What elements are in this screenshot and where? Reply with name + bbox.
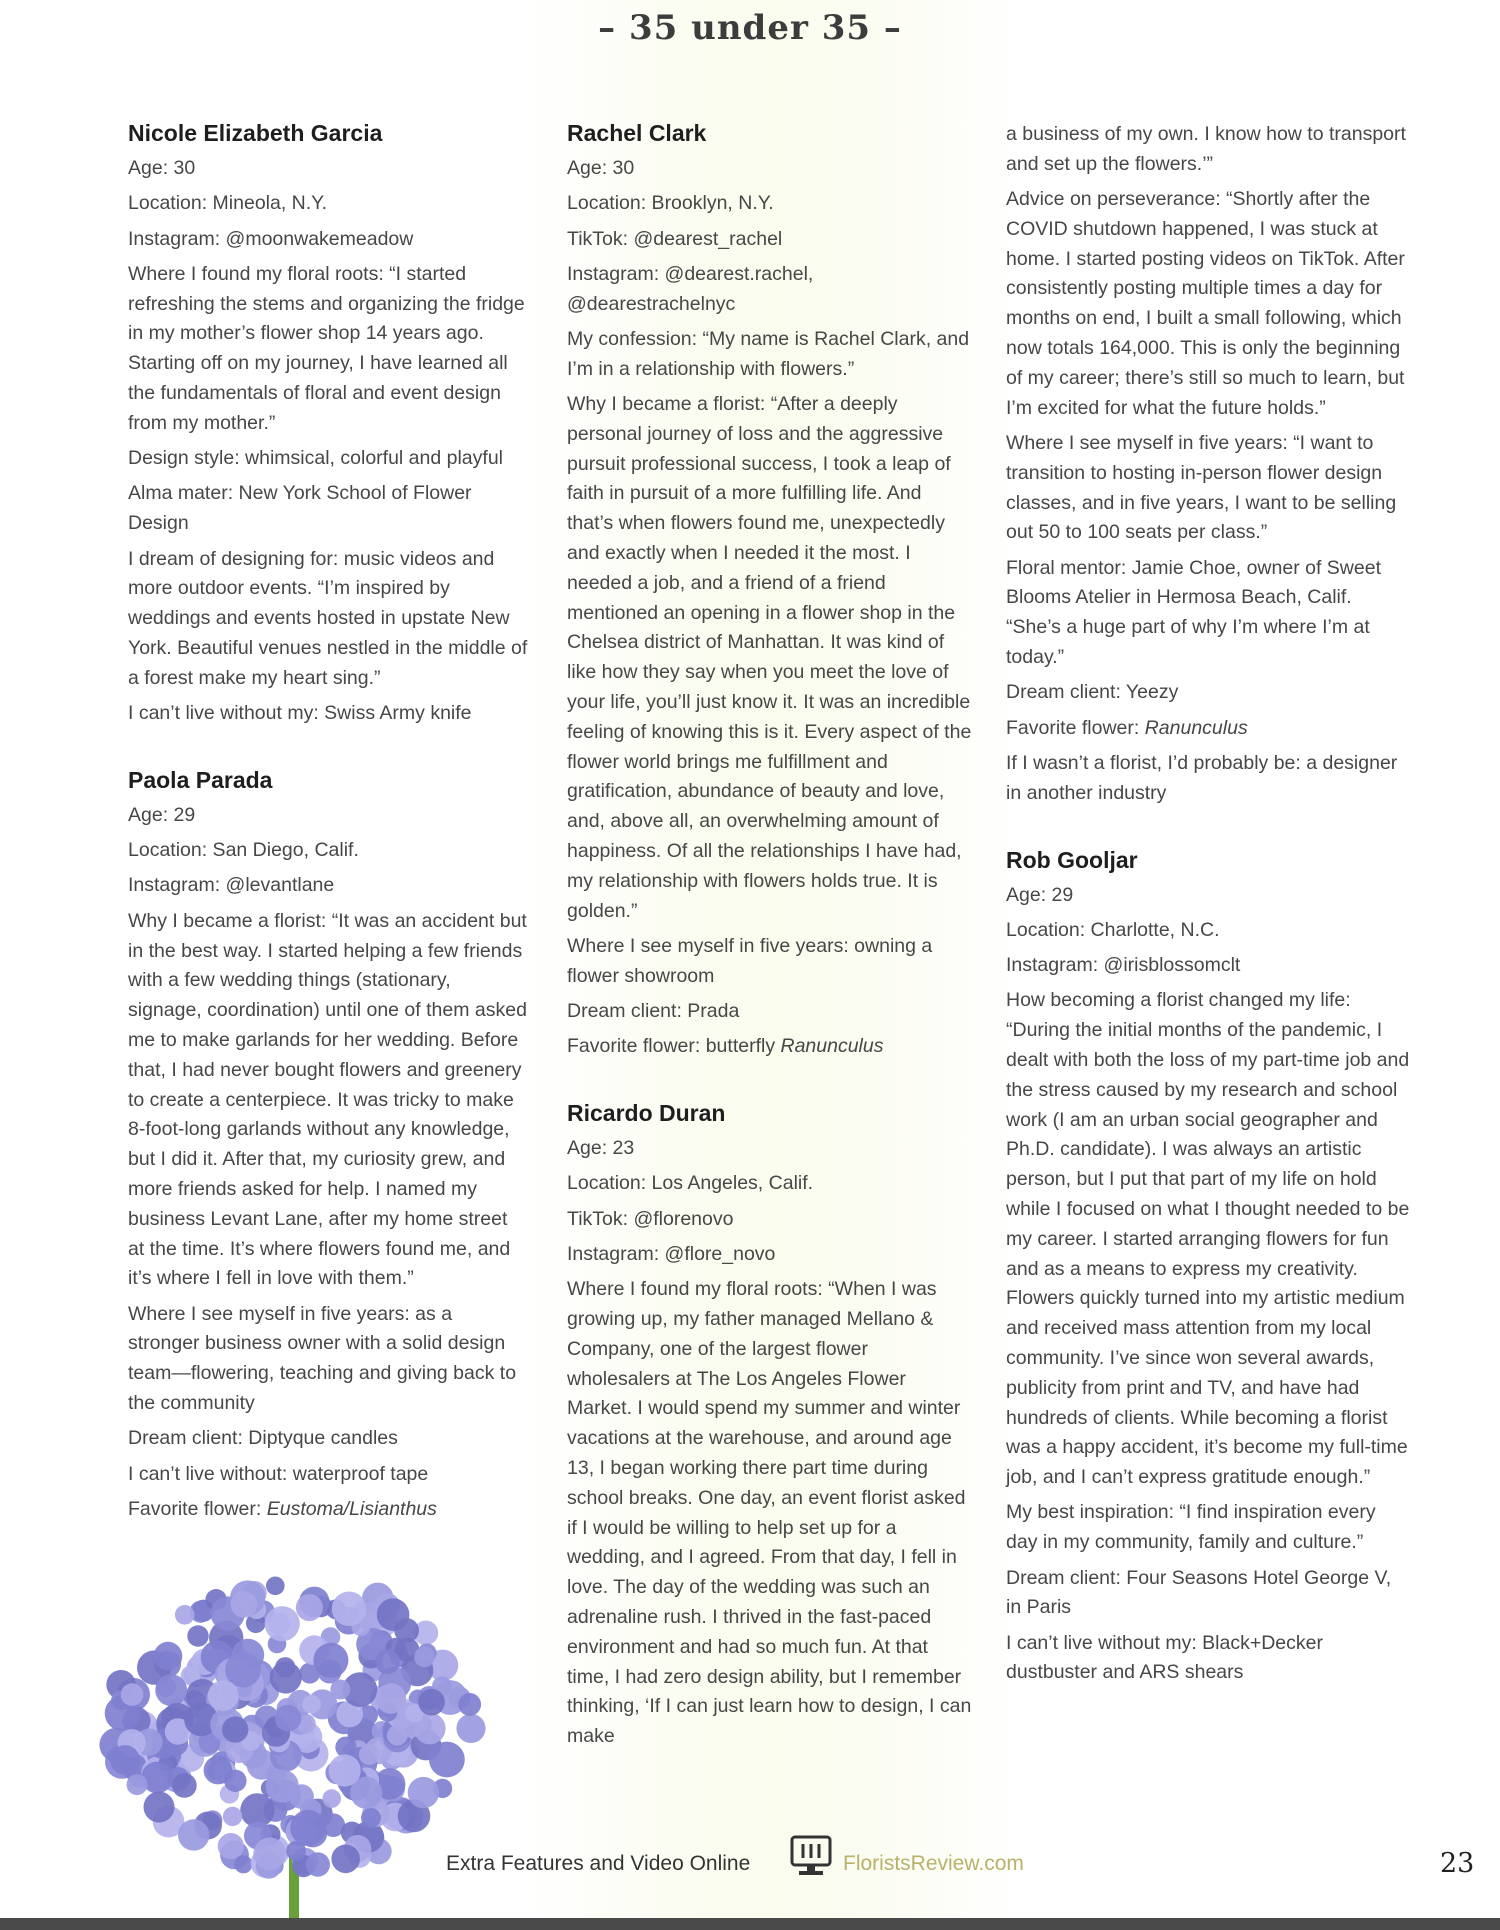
profile-instagram: Instagram: @flore_novo — [567, 1243, 776, 1265]
hydrangea-petal — [313, 1643, 348, 1678]
profile-confession: My confession: “My name is Rachel Clark, and I’m in a relationship with flowers.” — [567, 327, 970, 380]
profile-instagram: Instagram: @levantlane — [128, 874, 335, 897]
column-middle — [567, 118, 972, 1788]
profile-location: Location: Charlotte, N.C. — [1006, 918, 1220, 941]
computer-monitor-icon — [788, 1834, 834, 1878]
hydrangea-petal — [253, 1838, 286, 1871]
hydrangea-petal — [154, 1642, 183, 1671]
profile-dream-client: Dream client: Yeezy — [1006, 681, 1179, 704]
hydrangea-petal — [377, 1598, 410, 1631]
profile-ricardo-duran — [567, 1098, 972, 1752]
profile-five-years: Where I see myself in five years: as a stronger business owner with a solid design team—flowering, teaching and giving back to the community — [128, 1302, 517, 1414]
hydrangea-petal — [265, 1606, 300, 1641]
profile-name: Nicole Elizabeth Garcia — [128, 120, 383, 146]
column-left — [128, 118, 528, 1561]
profile-five-years: Where I see myself in five years: owning a flower showroom — [567, 934, 933, 987]
profile-ricardo-duran-continued — [1006, 120, 1411, 809]
favorite-flower-value: Ranunculus — [780, 1035, 884, 1058]
hydrangea-petal — [234, 1855, 252, 1873]
hydrangea-petal — [231, 1591, 258, 1618]
profile-instagram: Instagram: @irisblossomclt — [1006, 954, 1241, 977]
hydrangea-petal — [306, 1852, 330, 1876]
profile-why-florist: Why I became a florist: “It was an accident but in the best way. I started helping a few friends with a few wedding things (stationary, signage, coordination) until one of them asked me to make garlands for her wedding. Before that, I had never bought flowers and greenery to create a centerpiece. It was tricky to make 8-foot-long garlands without any knowledge, but I did it. After that, my curiosity grew, and more friends asked for help. I named my business Levant Lane, after my home street at the time. It’s where flowers found me, and it’s where I fell in love with them.” — [128, 909, 527, 1290]
hydrangea-petal — [302, 1695, 321, 1714]
hydrangea-petal — [414, 1647, 435, 1668]
hydrangea-petal — [387, 1725, 408, 1746]
profile-location: Location: San Diego, Calif. — [128, 839, 359, 862]
hydrangea-petal — [175, 1605, 195, 1625]
profile-cant-live-without: I can’t live without: waterproof tape — [128, 1462, 429, 1485]
favorite-flower-value: Ranunculus — [1144, 716, 1248, 739]
profile-dream-client: Dream client: Four Seasons Hotel George V, in Paris — [1006, 1566, 1392, 1619]
hydrangea-petal — [208, 1680, 239, 1711]
hydrangea-petal — [418, 1689, 445, 1716]
profile-floral-mentor: Floral mentor: Jamie Choe, owner of Sweet Blooms Atelier in Hermosa Beach, Calif. “She’s a huge part of why I’m where I’m at today.” — [1006, 556, 1381, 669]
favorite-flower-label: Favorite flower: — [128, 1497, 267, 1520]
hydrangea-petal — [127, 1774, 148, 1795]
profile-life-change: How becoming a florist changed my life: “During the initial months of the pandemic, I dealt with both the loss of my part-time job and the stress caused by my research and school work (I am an urban social geographer and Ph.D. candidate). I was always an artistic person, but I put that part of my life on hold while I focused on what I thought needed to be my career. I started arranging flowers for fun and as a means to express my creativity. Flowers quickly turned into my artistic medium and received mass attention from my local community. I’ve since won several awards, publicity from print and TV, and have had hundreds of clients. While becoming a florist was a happy accident, it’s become my full-time job, and I can’t express gratitude enough.” — [1006, 989, 1410, 1489]
hydrangea-petal — [270, 1662, 302, 1694]
hydrangea-petal — [408, 1777, 439, 1808]
favorite-flower-label: Favorite flower: butterfly — [567, 1035, 781, 1058]
profile-five-years: Where I see myself in five years: “I want to transition to hosting in-person flower design classes, and in five years, I want to be selling out 50 to 100 seats per class.” — [1006, 431, 1397, 544]
hydrangea-petal — [222, 1716, 248, 1742]
profile-tiktok: TikTok: @florenovo — [567, 1207, 734, 1230]
hydrangea-petal — [121, 1683, 144, 1706]
hydrangea-petal — [429, 1742, 465, 1778]
profile-advice: Advice on perseverance: “Shortly after the COVID shutdown happened, I was stuck at home. I started posting videos on TikTok. After consistently posting multiple times a day for months on end, I built a small following, which now totals 164,000. This is only the beginning of my career; there’s still so much to learn, but I’m excited for what the future holds.” — [1006, 188, 1405, 419]
profile-instagram: Instagram: @moonwakemeadow — [128, 227, 414, 250]
profile-favorite-flower — [1006, 714, 1411, 744]
profile-favorite-flower — [567, 1032, 972, 1062]
hydrangea-petal — [187, 1625, 208, 1646]
hydrangea-petal — [218, 1833, 244, 1859]
hydrangea-petal — [204, 1756, 233, 1785]
profile-tiktok: TikTok: @dearest_rachel — [567, 227, 783, 250]
profile-if-not-florist: If I wasn’t a florist, I’d probably be: a designer in another industry — [1006, 751, 1398, 804]
profile-name: Rob Gooljar — [1006, 846, 1138, 873]
profile-age: Age: 30 — [128, 157, 196, 179]
profile-age: Age: 30 — [567, 157, 635, 179]
hydrangea-petal — [223, 1807, 242, 1826]
hydrangea-petal — [331, 1845, 360, 1874]
hydrangea-petal — [375, 1650, 400, 1675]
profile-dream-design: I dream of designing for: music videos and more outdoor events. “I’m inspired by weddings and events hosted in upstate New York. Beautiful venues nestled in the middle of a forest make my heart sing.” — [128, 547, 528, 689]
hydrangea-petal — [458, 1693, 481, 1716]
profile-dream-client: Dream client: Diptyque candles — [128, 1427, 398, 1450]
profile-name: Rachel Clark — [567, 120, 707, 146]
profile-location: Location: Mineola, N.Y. — [128, 192, 328, 215]
column-right — [1006, 120, 1411, 1724]
footer-website-link[interactable]: FloristsReview.com — [843, 1852, 1024, 1875]
profile-name: Paola Parada — [128, 766, 273, 793]
profile-cant-live-without: I can’t live without my: Black+Decker dustbuster and ARS shears — [1006, 1631, 1323, 1684]
hydrangea-petal — [172, 1773, 197, 1798]
profile-continuation-text: a business of my own. I know how to transport and set up the flowers.’” — [1006, 123, 1406, 175]
hydrangea-petal — [332, 1592, 367, 1627]
hydrangea-petal — [178, 1819, 209, 1850]
favorite-flower-value: Eustoma/Lisianthus — [266, 1497, 437, 1520]
profile-instagram: Instagram: @dearest.rachel, @dearestrachelnyc — [567, 262, 814, 315]
profile-inspiration: My best inspiration: “I find inspiration every day in my community, family and culture.” — [1006, 1501, 1376, 1554]
hydrangea-petal — [290, 1810, 326, 1846]
hydrangea-petal — [110, 1745, 140, 1775]
hydrangea-petal — [361, 1808, 381, 1828]
page-header: – 35 under 35 – — [598, 8, 902, 48]
profile-nicole-garcia — [128, 118, 528, 729]
profile-location: Location: Brooklyn, N.Y. — [567, 192, 774, 215]
profile-rob-gooljar — [1006, 845, 1411, 1689]
profile-alma-mater: Alma mater: New York School of Flower Design — [128, 482, 472, 535]
profile-floral-roots: Where I found my floral roots: “I started refreshing the stems and organizing the fridge in my mother’s flower shop 14 years ago. Starting off on my journey, I have learned all the fundamentals of floral and event design from my mother.” — [128, 262, 525, 434]
profile-name: Ricardo Duran — [567, 1100, 726, 1127]
favorite-flower-label: Favorite flower: — [1006, 716, 1145, 739]
bottom-bar — [0, 1918, 1500, 1930]
hydrangea-petal — [322, 1789, 341, 1808]
profile-dream-client: Dream client: Prada — [567, 1000, 740, 1023]
profile-floral-roots: Where I found my floral roots: “When I was growing up, my father managed Mellano & Company, one of the largest flower wholesalers at The Los Angeles Flower Market. I would spend my summer and winter vacations at the warehouse, and around age 13, I began working there part time during school breaks. One day, an event florist asked if I would be willing to help set up for a wedding, and I agreed. From that day, I fell in love. The day of the wedding was such an adrenaline rush. I thrived in the fast-paced environment and had so much fun. At that time, I had zero design ability, but I remember thinking, ‘If I can just learn how to design, I can make — [567, 1278, 972, 1748]
profile-age: Age: 29 — [128, 803, 196, 826]
profile-design-style: Design style: whimsical, colorful and playful — [128, 447, 503, 470]
profile-paola-parada — [128, 765, 528, 1525]
profile-cant-live-without: I can’t live without my: Swiss Army knife — [128, 702, 472, 725]
footer-extra-features-text: Extra Features and Video Online — [446, 1852, 751, 1875]
hydrangea-petal — [155, 1674, 187, 1706]
hydrangea-petal — [456, 1714, 485, 1743]
hydrangea-petal — [359, 1744, 380, 1765]
hydrangea-flower-image — [98, 1565, 488, 1930]
profile-age: Age: 23 — [567, 1137, 635, 1160]
hydrangea-petal — [286, 1841, 306, 1861]
profile-favorite-flower — [128, 1495, 528, 1525]
hydrangea-petal — [296, 1594, 323, 1621]
hydrangea-petal — [266, 1577, 285, 1596]
hydrangea-petal — [144, 1792, 175, 1823]
profile-why-florist: Why I became a florist: “After a deeply personal journey of loss and the aggressive pursuit professional success, I took a leap of faith in pursuit of a more fulfilling life. And that’s when flowers found me, unexpectedly and exactly when I needed it the most. I needed a job, and a friend of a friend mentioned an opening in a flower shop in the Chelsea district of Manhattan. It was kind of like how they say when you meet the love of your life, you’ll just know it. It was an incredible feeling of knowing this is it. Every aspect of the flower world brings me fulfillment and gratification, abundance of beauty and love, and, above all, an overwhelming amount of happiness. Of all the relationships I have had, my relationship with flowers holds true. It is golden.” — [567, 393, 972, 922]
hydrangea-petal — [330, 1680, 350, 1700]
hydrangea-petal — [266, 1769, 299, 1802]
hydrangea-petal — [329, 1754, 361, 1786]
profile-rachel-clark — [567, 118, 972, 1062]
profile-location: Location: Los Angeles, Calif. — [567, 1172, 814, 1195]
hydrangea-petal — [376, 1683, 407, 1714]
profile-age: Age: 29 — [1006, 883, 1074, 906]
page-number: 23 — [1440, 1848, 1475, 1879]
hydrangea-petal — [275, 1705, 302, 1732]
